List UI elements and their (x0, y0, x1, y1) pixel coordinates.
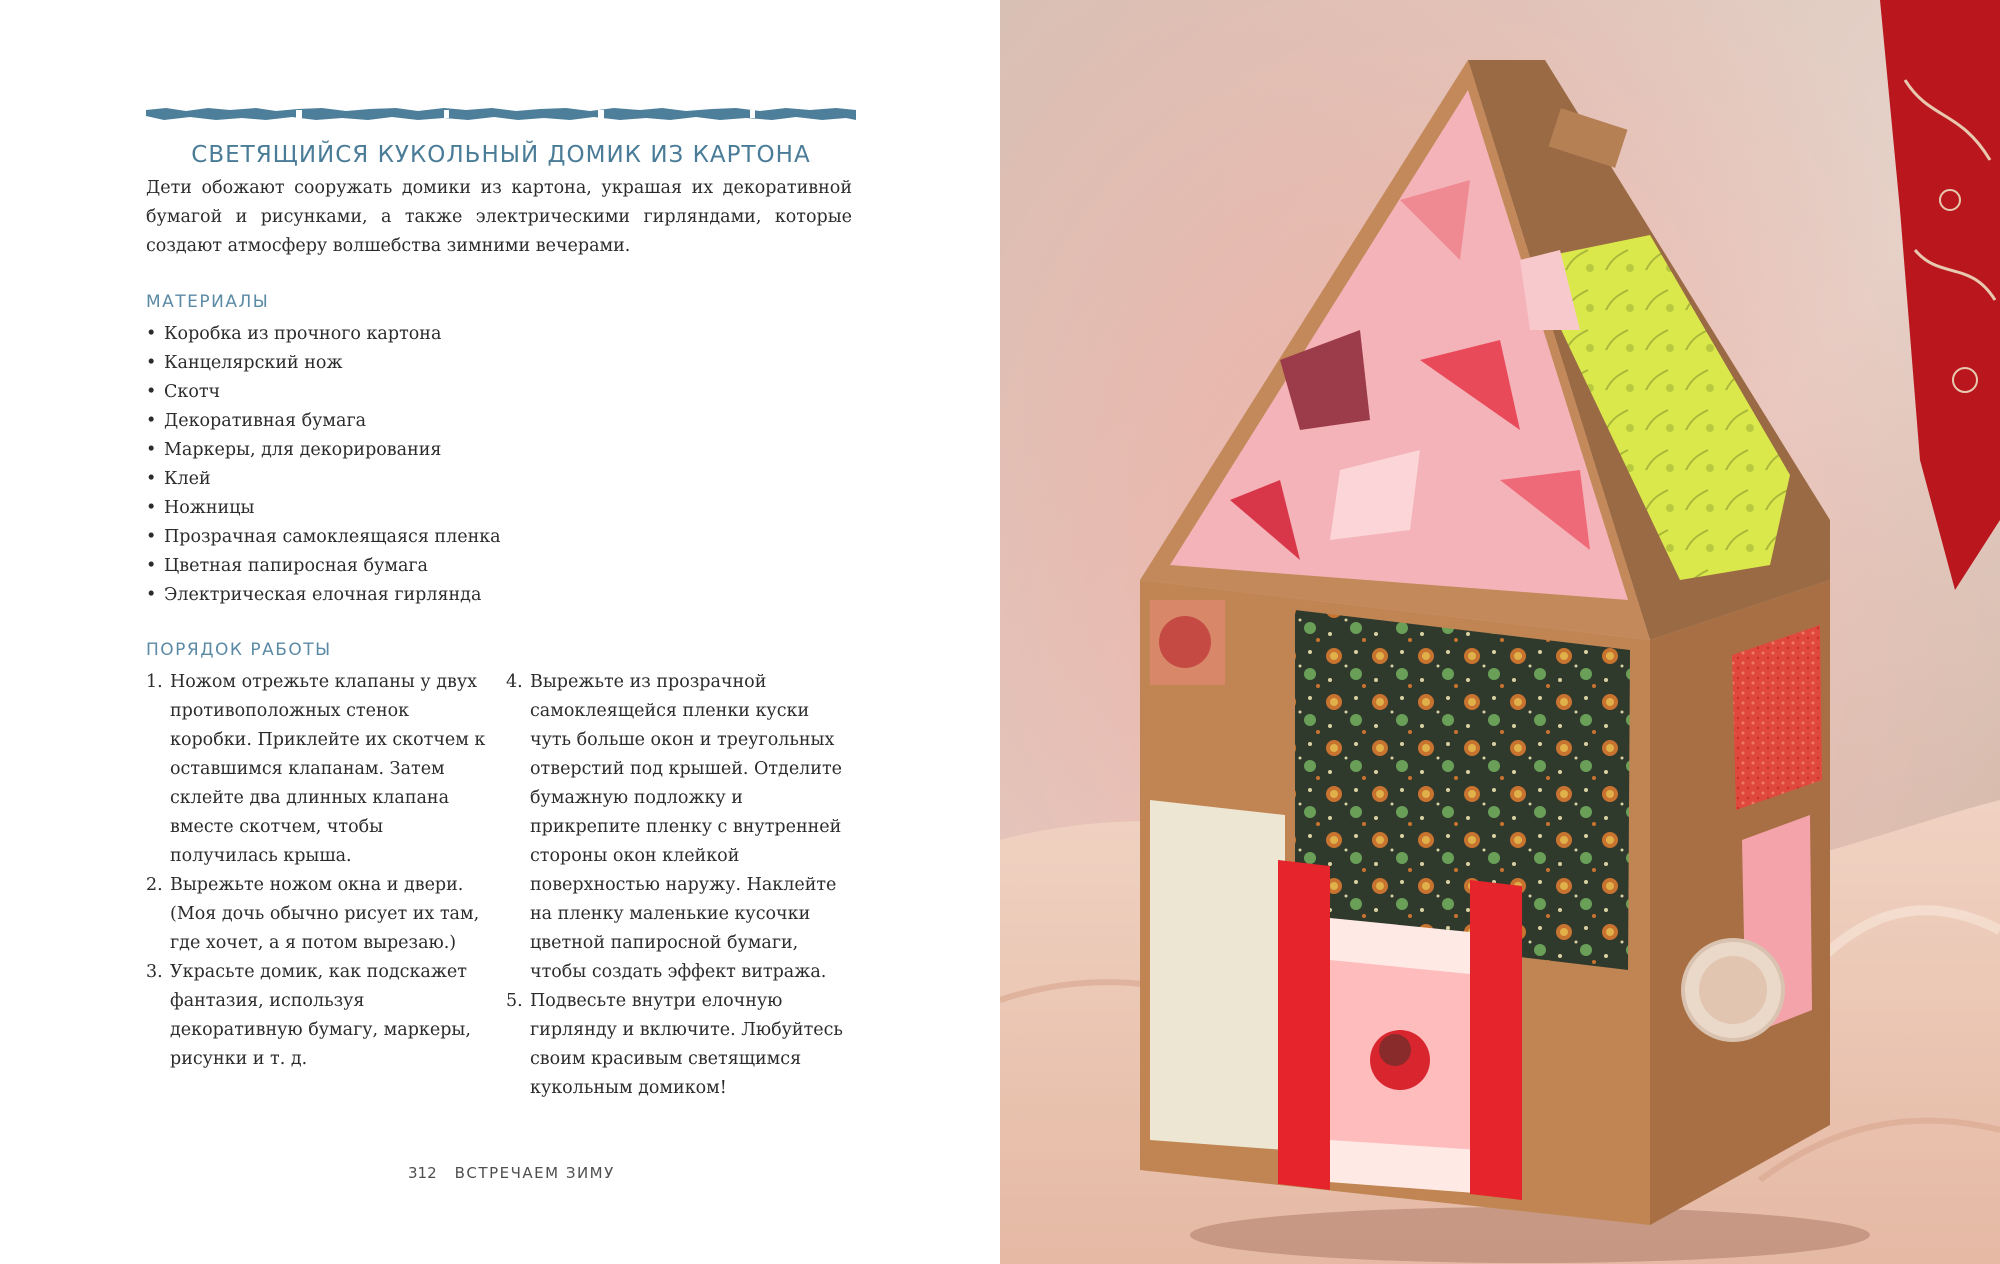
material-item-text: Канцелярский нож (164, 353, 343, 373)
list-item (146, 407, 501, 436)
list-item (146, 552, 501, 581)
dollhouse-photo (1000, 0, 2000, 1264)
steps-column-left (146, 668, 486, 1074)
right-page (1000, 0, 2000, 1264)
materials-list (146, 320, 501, 610)
step-text: Вырежьте ножом окна и двери. (Моя дочь обычно рисует их там, где хочет, а я потом вырезаю.) (170, 875, 480, 953)
bullet-icon: • (146, 324, 157, 344)
material-item-text: Ножницы (164, 498, 255, 518)
page-number: 312 (408, 1164, 437, 1182)
step-number: 4. (506, 672, 523, 692)
steps-column-right (506, 668, 846, 1103)
step-number: 3. (146, 962, 163, 982)
bullet-icon: • (146, 382, 157, 402)
bullet-icon: • (146, 440, 157, 460)
page-title: СВЕТЯЩИЙСЯ КУКОЛЬНЫЙ ДОМИК ИЗ КАРТОНА (191, 142, 811, 168)
step-number: 1. (146, 672, 163, 692)
material-item-text: Прозрачная самоклеящаяся пленка (164, 527, 501, 547)
list-item (146, 465, 501, 494)
material-item-text: Коробка из прочного картона (164, 324, 442, 344)
bullet-icon: • (146, 498, 157, 518)
step-item (146, 871, 486, 958)
bullet-icon: • (146, 411, 157, 431)
bullet-icon: • (146, 353, 157, 373)
step-text: Ножом отрежьте клапаны у двух противоположных стенок коробки. Приклейте их скотчем к оставшимся клапанам. Затем склейте два длинных клапана вместе скотчем, чтобы получилась крыша. (170, 672, 486, 866)
list-item (146, 378, 501, 407)
material-item-text: Скотч (164, 382, 221, 402)
list-item (146, 494, 501, 523)
material-item-text: Клей (164, 469, 211, 489)
step-item (146, 668, 486, 871)
step-text: Украсьте домик, как подскажет фантазия, используя декоративную бумагу, маркеры, рисунки и т. д. (170, 962, 471, 1069)
list-item (146, 436, 501, 465)
bullet-icon: • (146, 556, 157, 576)
list-item (146, 581, 501, 610)
bullet-icon: • (146, 469, 157, 489)
running-head: ВСТРЕЧАЕМ ЗИМУ (454, 1164, 615, 1182)
list-item (146, 523, 501, 552)
list-item (146, 349, 501, 378)
step-number: 5. (506, 991, 523, 1011)
step-number: 2. (146, 875, 163, 895)
material-item-text: Маркеры, для декорирования (164, 440, 442, 460)
step-text: Подвесьте внутри елочную гирлянду и включите. Любуйтесь своим красивым светящимся кукольным домиком! (530, 991, 843, 1098)
step-item (146, 958, 486, 1074)
step-item (506, 668, 846, 987)
page-footer (408, 1164, 615, 1182)
steps-heading: ПОРЯДОК РАБОТЫ (146, 640, 332, 660)
bullet-icon: • (146, 527, 157, 547)
material-item-text: Электрическая елочная гирлянда (164, 585, 482, 605)
material-item-text: Цветная папиросная бумага (164, 556, 428, 576)
bullet-icon: • (146, 585, 157, 605)
step-text: Вырежьте из прозрачной самоклеящейся пленки куски чуть больше окон и треугольных отверстий под крышей. Отделите бумажную подложку и прикрепите пленку с внутренней стороны окон клейкой поверхностью наружу. Наклейте на пленку маленькие кусочки цветной папиросной бумаги, чтобы создать эффект витража. (530, 672, 843, 982)
decorative-band (146, 108, 856, 120)
material-item-text: Декоративная бумага (164, 411, 367, 431)
intro-paragraph: Дети обожают сооружать домики из картона, украшая их декоративной бумагой и рисунками, а также электрическими гирляндами, которые создают атмосферу волшебства зимними вечерами. (146, 178, 852, 256)
step-item (506, 987, 846, 1103)
materials-heading: МАТЕРИАЛЫ (146, 292, 270, 312)
list-item (146, 320, 501, 349)
